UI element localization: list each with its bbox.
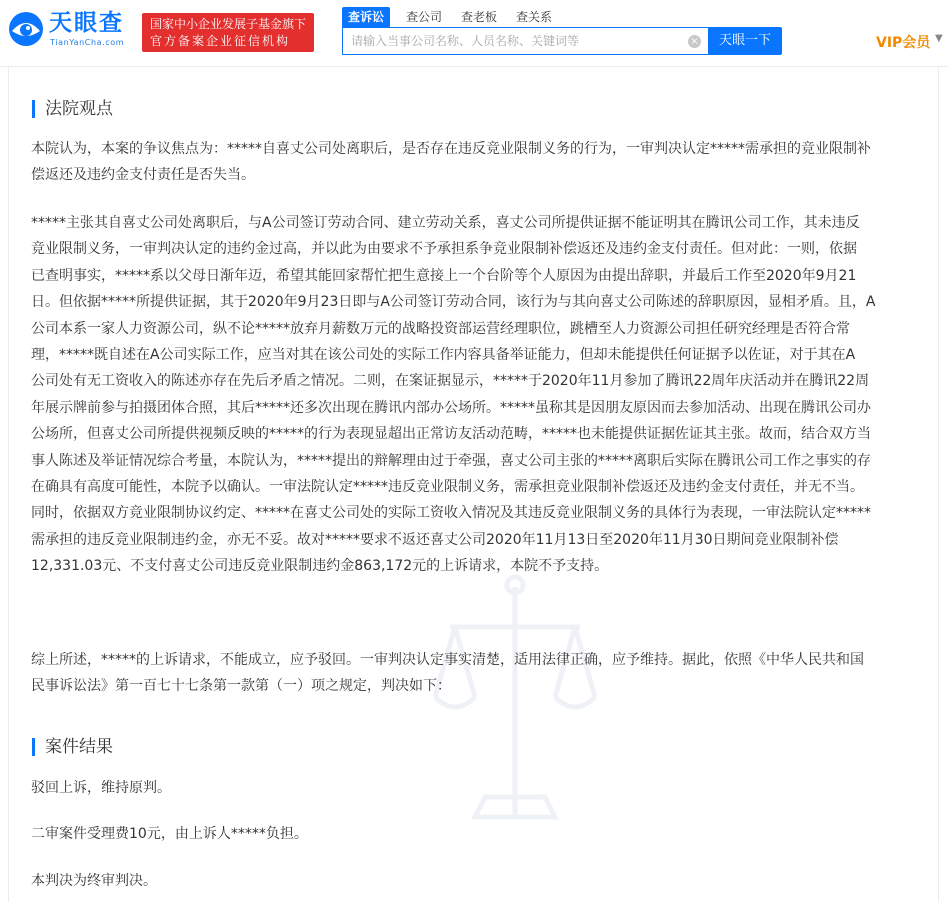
result-line: 本判决为终审判决。 — [31, 873, 157, 889]
clear-icon[interactable]: × — [688, 35, 701, 48]
court-opinion-heading — [32, 98, 113, 120]
result-line: 驳回上诉，维持原判。 — [31, 780, 171, 796]
logo-domain: TianYanCha.com — [50, 38, 125, 47]
main-content — [0, 67, 948, 902]
case-result-heading — [32, 736, 113, 758]
result-line: 二审案件受理费10元，由上诉人*****负担。 — [31, 826, 308, 842]
content-border-right — [938, 67, 939, 902]
search-input[interactable] — [343, 28, 689, 54]
opinion-paragraph: *****主张其自喜丈公司处离职后，与A公司签订劳动合同、建立劳动关系，喜丈公司所提供证据不能证明其在腾讯公司工作，其未违反 竞业限制义务，一审判决认定的违约金过高，并以此为由要求不予承担系争竞业限制补偿返还及违约金支付责任。但对此：一则，依据 已查明事实，*****系以父母日渐年迈，希望其能回家帮忙把生意接上一个台阶等个人原因为由提出辞职，并最后工作至2020年9月21 日。但依据*****所提供证据，其于2020年9月23日即与A公司签订劳动合同，该行为与其向喜丈公司陈述的辞职原因，显相矛盾。且，A 公司本系一家人力资源公司，纵不论*****放弃月薪数万元的战略投资部运营经理职位，跳槽至人力资源公司担任研究经理是否符合常 理，*****既自述在A公司实际工作，应当对其在该公司处的实际工作内容具备举证能力，但却未能提供任何证据予以佐证，对于其在A 公司处有无工资收入的陈述亦存在先后矛盾之情况。二则，在案证据显示，*****于2020年11月参加了腾讯22周年庆活动并在腾讯22周 年展示牌前参与拍摄团体合照，其后*****还多次出现在腾讯内部办公场所。*****虽称其是因朋友原因而去参加活动、出现在腾讯公司办 公场所，但喜丈公司所提供视频反映的*****的行为表现显超出正常访友活动范畴，*****也未能提供证据佐证其主张。故而，结合双方当 事人陈述及举证情况综合考量，本院认为，*****提出的辩解理由过于牵强，喜丈公司主张的*****离职后实际在腾讯公司工作之事实的存 在确具有高度可能性，本院予以确认。一审法院认定*****违反竞业限制义务，需承担竞业限制补偿返还及违约金支付责任，并无不当。 同时，依据双方竞业限制协议约定、*****在喜丈公司处的实际工资收入情况及其违反竞业限制义务的具体行为表现，一审法院认定***** 需承担的违反竞业限制违约金，亦无不妥。故对*****要求不返还喜丈公司2020年11月13日至2020年11月30日期间竞业限制补偿 12,331.03元、不支付喜丈公司违反竞业限制违约金863,172元的上诉请求，本院不予支持。 — [31, 215, 876, 575]
tab-boss[interactable]: 查老板 — [461, 10, 498, 24]
tab-relation[interactable]: 查关系 — [516, 10, 553, 24]
justice-scale-watermark — [430, 567, 600, 857]
top-header — [0, 0, 948, 67]
heading-accent-bar — [32, 738, 35, 756]
search-box — [342, 27, 708, 55]
content-border-left — [8, 67, 9, 902]
court-opinion-title: 法院观点 — [45, 99, 113, 119]
search-button[interactable]: 天眼一下 — [708, 27, 782, 55]
eye-logo-icon — [8, 11, 44, 47]
vip-member-link[interactable]: VIP会员 — [876, 35, 931, 51]
logo-text: 天眼查 — [49, 10, 124, 36]
gov-badge-line2: 官方备案企业征信机构 — [150, 34, 291, 48]
site-logo[interactable] — [8, 9, 136, 53]
opinion-paragraph: 本院认为，本案的争议焦点为：*****自喜丈公司处离职后，是否存在违反竞业限制义务的行为，一审判决认定*****需承担的竞业限制补 偿返还及违约金支付责任是否失当。 — [31, 141, 871, 184]
gov-badge-line1: 国家中小企业发展子基金旗下 — [150, 17, 307, 31]
opinion-paragraph: 综上所述，*****的上诉请求，不能成立，应予驳回。一审判决认定事实清楚，适用法律正确，应予维持。据此，依照《中华人民共和国 民事诉讼法》第一百七十七条第一款第（一）项之规定，判决如下： — [31, 652, 864, 695]
gov-badge — [142, 13, 314, 52]
caret-down-icon[interactable]: ▼ — [935, 33, 943, 44]
case-result-title: 案件结果 — [45, 737, 113, 757]
tab-company[interactable]: 查公司 — [406, 10, 443, 24]
tab-lawsuit[interactable]: 查诉讼 — [342, 7, 390, 27]
heading-accent-bar — [32, 100, 35, 118]
